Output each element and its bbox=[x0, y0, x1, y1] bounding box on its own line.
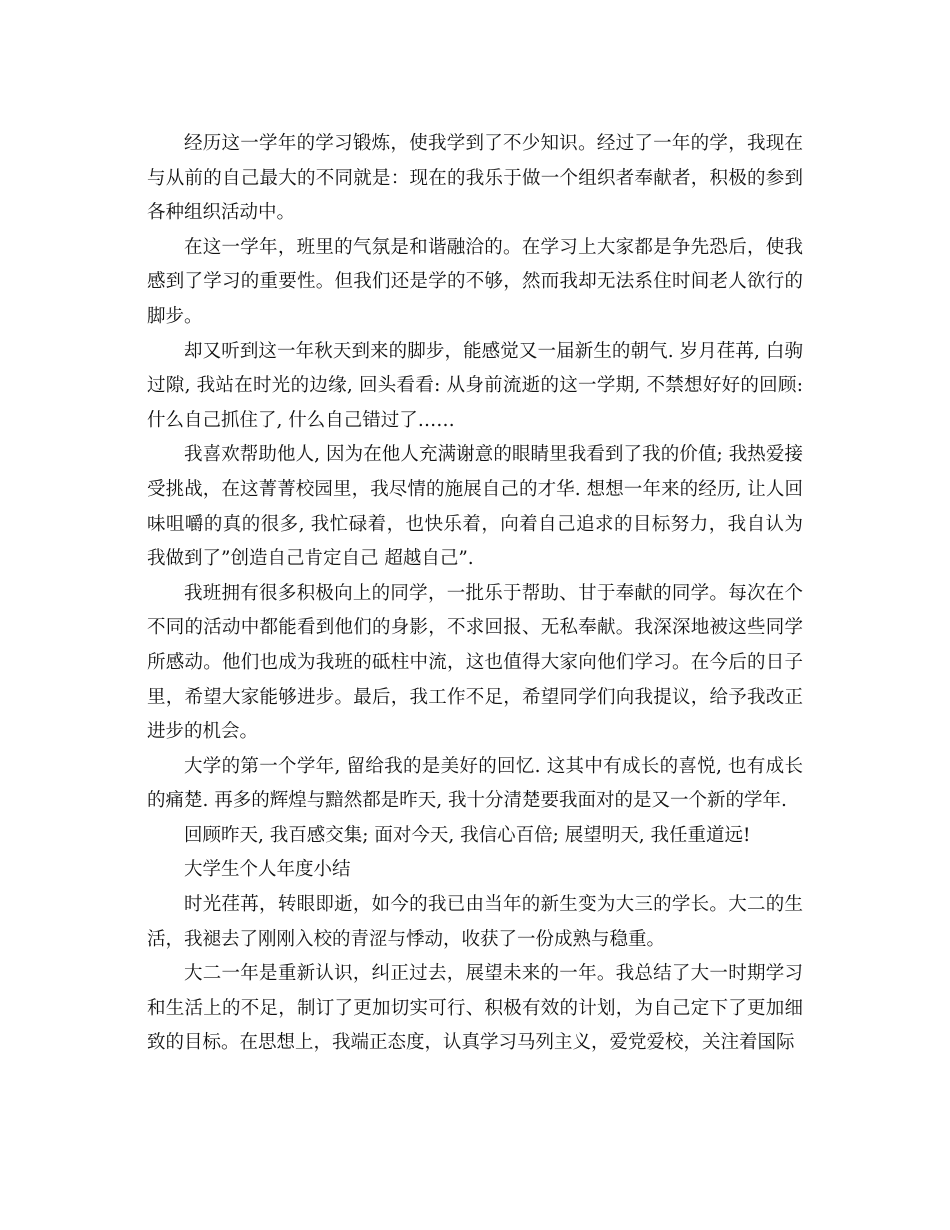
section-heading: 大学生个人年度小结 bbox=[184, 859, 351, 881]
paragraph: 回顾昨天, 我百感交集; 面对今天, 我信心百倍; 展望明天, 我任重道远! bbox=[184, 824, 751, 846]
paragraph: 在这一学年，班里的气氛是和谐融洽的。在学习上大家都是争先恐后，使我感到了学习的重要性。但我们还是学的不够，然而我却无法系住时间老人欲行的脚步。 bbox=[147, 236, 803, 327]
paragraph: 我喜欢帮助他人, 因为在他人充满谢意的眼睛里我看到了我的价值; 我热爱接受挑战，在这菁菁校园里，我尽情的施展自己的才华. 想想一年来的经历, 让人回味咀嚼的真的很多, 我忙碌着，也快乐着，向着自己追求的目标努力，我自认为我做到了”创造自己肯定自己 超越自己”. bbox=[147, 444, 803, 570]
paragraph: 时光荏苒，转眼即逝，如今的我已由当年的新生变为大三的学长。大二的生活，我褪去了刚刚入校的青涩与悸动，收获了一份成熟与稳重。 bbox=[147, 894, 803, 950]
paragraph: 大学的第一个学年, 留给我的是美好的回忆. 这其中有成长的喜悦, 也有成长的痛楚. 再多的辉煌与黯然都是昨天, 我十分清楚要我面对的是又一个新的学年. bbox=[147, 755, 803, 812]
paragraph: 大二一年是重新认识，纠正过去，展望未来的一年。我总结了大一时期学习和生活上的不足，制订了更加切实可行、积极有效的计划，为自己定下了更加细致的目标。在思想上，我端正态度，认真学习马列主义，爱党爱校，关注着国际 bbox=[147, 963, 803, 1054]
paragraph: 我班拥有很多积极向上的同学，一批乐于帮助、甘于奉献的同学。每次在个不同的活动中都能看到他们的身影，不求回报、无私奉献。我深深地被这些同学所感动。他们也成为我班的砥柱中流，这也值得大家向他们学习。在今后的日子里，希望大家能够进步。最后，我工作不足，希望同学们向我提议，给予我改正进步的机会。 bbox=[147, 582, 803, 743]
paragraph: 却又听到这一年秋天到来的脚步，能感觉又一届新生的朝气. 岁月荏苒, 白驹过隙, 我站在时光的边缘, 回头看看: 从身前流逝的这一学期, 不禁想好好的回顾: 什么自己抓住了, 什么自己错过了…… bbox=[147, 340, 803, 431]
document-body bbox=[147, 127, 803, 1061]
paragraph: 经历这一学年的学习锻炼，使我学到了不少知识。经过了一年的学，我现在与从前的自己最大的不同就是：现在的我乐于做一个组织者奉献者，积极的参到各种组织活动中。 bbox=[147, 133, 803, 224]
